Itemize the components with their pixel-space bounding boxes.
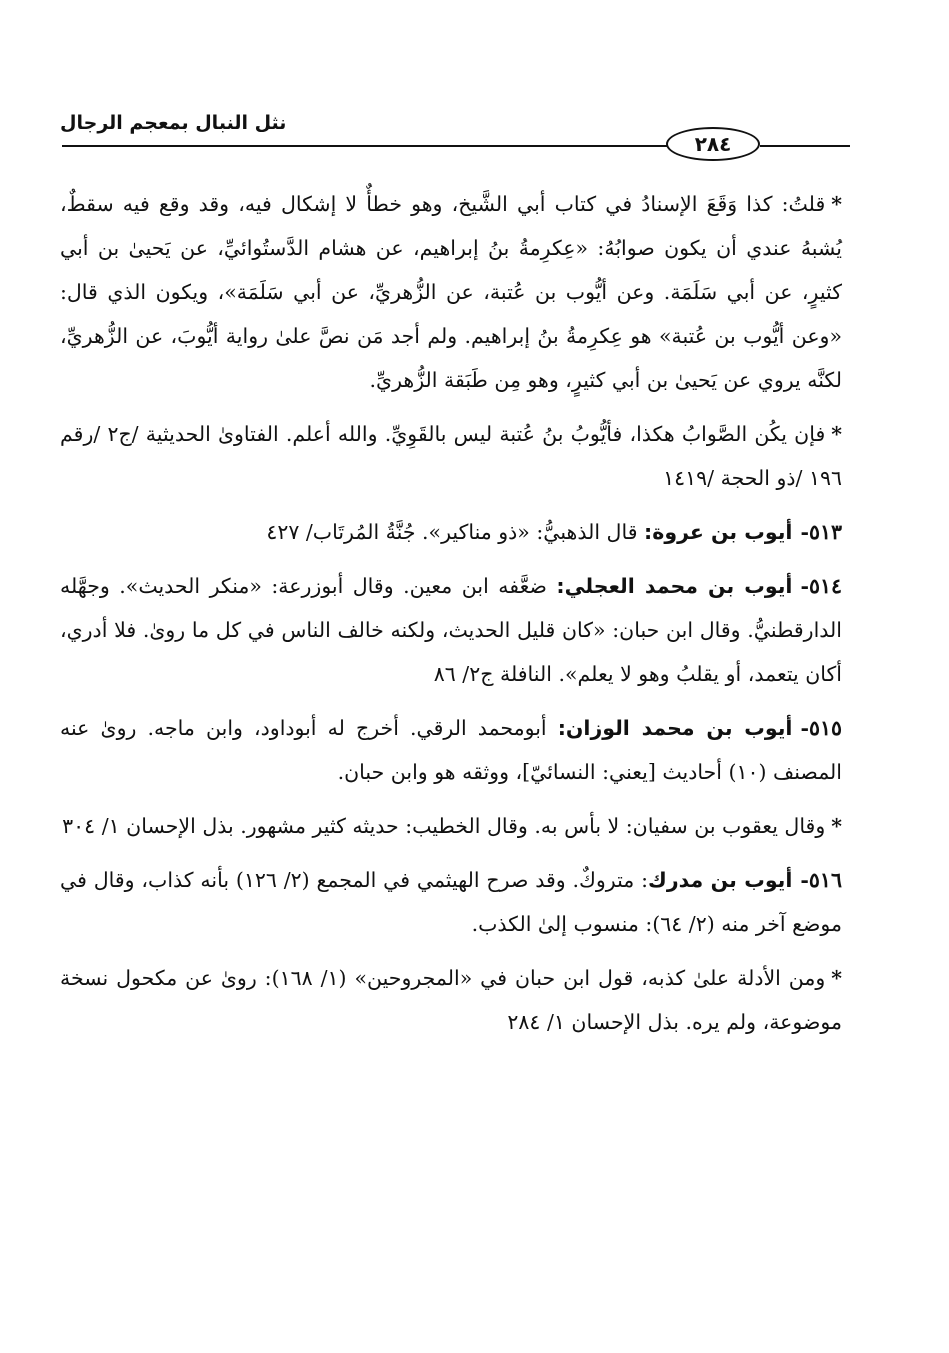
page-body (60, 182, 842, 1054)
page-number: ٢٨٤ (666, 127, 760, 161)
entry-516 (60, 858, 842, 946)
paragraph-text: فإن يكُن الصَّوابُ هكذا، فأيُّوبُ بنُ عُتبة ليس بالقَوِيِّ. والله أعلم. (285, 422, 826, 446)
paragraph-commentary (60, 182, 842, 402)
source-reference: بذل الإحسان ١/ ٢٨٤ (507, 1010, 679, 1034)
entry-number: ٥١٦- (800, 868, 842, 892)
entry-text: قال الذهبيُّ: «ذو مناكير». جُنَّةُ المُرتَاب/ ٤٢٧ (266, 520, 638, 544)
entry-text: : متروكٌ. وقد صرح الهيثمي في المجمع (٢/ ١٢٦) بأنه كذاب، وقال في موضع آخر منه (٢/ ٦٤): منسوب إلىٰ الكذب. (60, 868, 842, 936)
narrator-name: أيوب بن عروة: (644, 520, 793, 544)
paragraph-text: قلتُ: كذا وَقَعَ الإسنادُ في كتاب أبي الشَّيخ، وهو خطأٌ لا إشكال فيه، وقد وقع فيه سقطٌ، يُشبهُ عندي أن يكون صوابُهُ: «عِكرِمةُ بنُ إبراهيم، عن هشام الدَّستُوائيِّ، عن يَحيىٰ بن أبي كثيرٍ، عن أبي سَلَمَة. وعن أيُّوب بن عُتبة، عن الزُّهريِّ، عن أبي سَلَمَة»، ويكون الذي قال: «وعن أيُّوب بن عُتبة» هو عِكرِمةُ بنُ إبراهيم. ولم أجد مَن نصَّ علىٰ رواية أيُّوبَ، عن الزُّهريِّ، لكنَّه يروي عن يَحيىٰ بن أبي كثيرٍ، وهو مِن طَبَقة الزُّهريِّ. (60, 192, 842, 392)
paragraph-commentary (60, 804, 842, 848)
source-reference: النافلة ج٢/ ٨٦ (433, 662, 552, 686)
entry-text: ضعَّفه ابن معين. وقال أبوزرعة: «منكر الحديث». وجهَّله الدارقطنيُّ. وقال ابن حبان: «كان قليل الحديث، ولكنه خالف الناس في كل ما روىٰ. فلا أدري، أكان يتعمد، أو يقلبُ وهو لا يعلم». (60, 574, 842, 686)
entry-515 (60, 706, 842, 794)
paragraph-commentary (60, 412, 842, 500)
source-reference: الفتاوىٰ الحديثية /ج٢ /رقم ١٩٦ /ذو الحجة /١٤١٩ (60, 422, 842, 490)
narrator-name: أيوب بن محمد الوزان: (557, 716, 793, 740)
asterisk-marker: * (831, 814, 842, 838)
paragraph-commentary (60, 956, 842, 1044)
entry-number: ٥١٤- (800, 574, 842, 598)
header-rule (760, 145, 850, 147)
entry-513 (60, 510, 842, 554)
source-reference: بذل الإحسان ١/ ٣٠٤ (62, 814, 234, 838)
narrator-name: أيوب بن محمد العجلي: (556, 574, 793, 598)
narrator-name: أيوب بن مدرك (648, 868, 793, 892)
running-title: نثل النبال بمعجم الرجال (60, 112, 287, 134)
paragraph-text: ومن الأدلة علىٰ كذبه، قول ابن حبان في «المجروحين» (١/ ١٦٨): روىٰ عن مكحول نسخة موضوعة، ولم يره. (60, 966, 842, 1034)
asterisk-marker: * (831, 966, 842, 990)
header-rule (62, 145, 667, 147)
asterisk-marker: * (831, 422, 842, 446)
asterisk-marker: * (831, 192, 842, 216)
entry-number: ٥١٥- (800, 716, 842, 740)
entry-text: أبومحمد الرقي. أخرج له أبوداود، وابن ماجه. روىٰ عنه المصنف (١٠) أحاديث [يعني: النسائيّ]، ووثقه هو وابن حبان. (60, 716, 842, 784)
entry-number: ٥١٣- (800, 520, 842, 544)
paragraph-text: وقال يعقوب بن سفيان: لا بأس به. وقال الخطيب: حديثه كثير مشهور. (240, 814, 826, 838)
entry-514 (60, 564, 842, 696)
